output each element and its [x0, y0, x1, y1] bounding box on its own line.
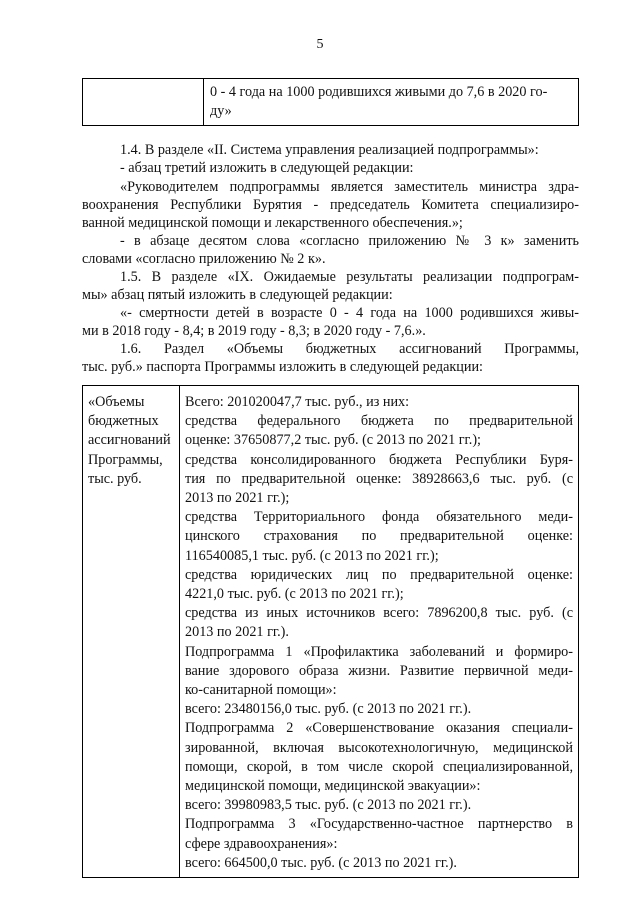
budget-line: вание здорового образа жизни. Развитие первичной меди- — [185, 662, 573, 679]
budget-line: оценке: 37650877,2 тыс. руб. (с 2013 по 2021 гг.); — [185, 432, 481, 449]
paragraph-line: 1.5. В разделе «IX. Ожидаемые результаты реализации подпрограм- — [120, 269, 579, 285]
label-line: ассигнований — [88, 432, 171, 449]
label-line: тыс. руб. — [88, 470, 142, 487]
budget-line: всего: 664500,0 тыс. руб. (с 2013 по 2021 гг.). — [185, 854, 457, 871]
label-line: Программы, — [88, 451, 163, 468]
paragraph-line: мы» абзац пятый изложить в следующей редакции: — [82, 287, 393, 303]
budget-line: 2013 по 2021 гг.); — [185, 490, 290, 507]
label-line: бюджетных — [88, 413, 159, 430]
budget-line: 116540085,1 тыс. руб. (с 2013 по 2021 гг.); — [185, 547, 439, 564]
budget-line: средства Территориального фонда обязательного меди- — [185, 509, 573, 526]
budget-line: медицинской помощи, медицинской эвакуации»: — [185, 778, 481, 795]
paragraph-line: ванной медицинской помощи и лекарственного обеспечения.»; — [82, 215, 463, 231]
budget-line: зированной, включая высокотехнологичную, медицинской — [185, 739, 573, 756]
continuation-left-cell — [83, 79, 204, 126]
page-number: 5 — [316, 37, 324, 52]
paragraph-line: 1.6. Раздел «Объемы бюджетных ассигнований Программы, — [120, 341, 579, 357]
label-line: «Объемы — [88, 394, 145, 410]
paragraph-line: «Руководителем подпрограммы является заместитель министра здра- — [120, 179, 579, 195]
budget-line: средства из иных источников всего: 7896200,8 тыс. руб. (с — [185, 605, 573, 622]
budget-line: цинского страхования по предварительной оценке: — [185, 528, 573, 545]
budget-line: средства консолидированного бюджета Республики Буря- — [185, 451, 573, 468]
continuation-table — [82, 78, 579, 126]
paragraph-line: - абзац третий изложить в следующей редакции: — [120, 160, 414, 176]
budget-table-label-cell — [83, 386, 180, 878]
continuation-line: ду» — [210, 103, 232, 119]
budget-line: помощи, скорой, в том числе скорой специализированной, — [185, 758, 573, 775]
paragraph-line: воохранения Республики Бурятия - председатель Комитета специализиро- — [82, 197, 579, 213]
budget-table — [82, 385, 579, 878]
budget-line: Подпрограмма 3 «Государственно-частное партнерство в — [185, 816, 573, 833]
paragraph-line: ми в 2018 году - 8,4; в 2019 году - 8,3; в 2020 году - 7,6.». — [82, 323, 426, 339]
budget-line: 4221,0 тыс. руб. (с 2013 по 2021 гг.); — [185, 586, 404, 603]
budget-line: всего: 23480156,0 тыс. руб. (с 2013 по 2021 гг.). — [185, 701, 472, 718]
budget-line: Всего: 201020047,7 тыс. руб., из них: — [185, 394, 410, 410]
budget-line: Подпрограмма 2 «Совершенствование оказания специали- — [185, 720, 573, 737]
budget-line: ко-санитарной помощи»: — [185, 682, 337, 699]
paragraph-line: 1.4. В разделе «II. Система управления реализацией подпрограммы»: — [120, 142, 539, 158]
budget-line: тия по предварительной оценке: 38928663,6 тыс. руб. (с — [185, 470, 573, 487]
budget-line: средства юридических лиц по предварительной оценке: — [185, 566, 573, 583]
paragraph-line: тыс. руб.» паспорта Программы изложить в следующей редакции: — [82, 359, 483, 375]
paragraph-line: - в абзаце десятом слова «согласно приложению № 3 к» заменить — [120, 233, 579, 249]
continuation-line: 0 - 4 года на 1000 родившихся живыми до 7,6 в 2020 го- — [210, 84, 548, 100]
budget-line: 2013 по 2021 гг.). — [185, 624, 289, 641]
budget-line: Подпрограмма 1 «Профилактика заболеваний и формиро- — [185, 643, 573, 660]
budget-line: всего: 39980983,5 тыс. руб. (с 2013 по 2021 гг.). — [185, 797, 472, 814]
budget-line: средства федерального бюджета по предварительной — [185, 413, 573, 430]
continuation-right-cell — [204, 79, 579, 126]
budget-line: сфере здравоохранения»: — [185, 835, 338, 852]
budget-table-value-cell — [180, 386, 579, 878]
paragraph-line: «- смертности детей в возрасте 0 - 4 года на 1000 родившихся живы- — [120, 305, 579, 321]
paragraph-line: словами «согласно приложению № 2 к». — [82, 251, 326, 267]
